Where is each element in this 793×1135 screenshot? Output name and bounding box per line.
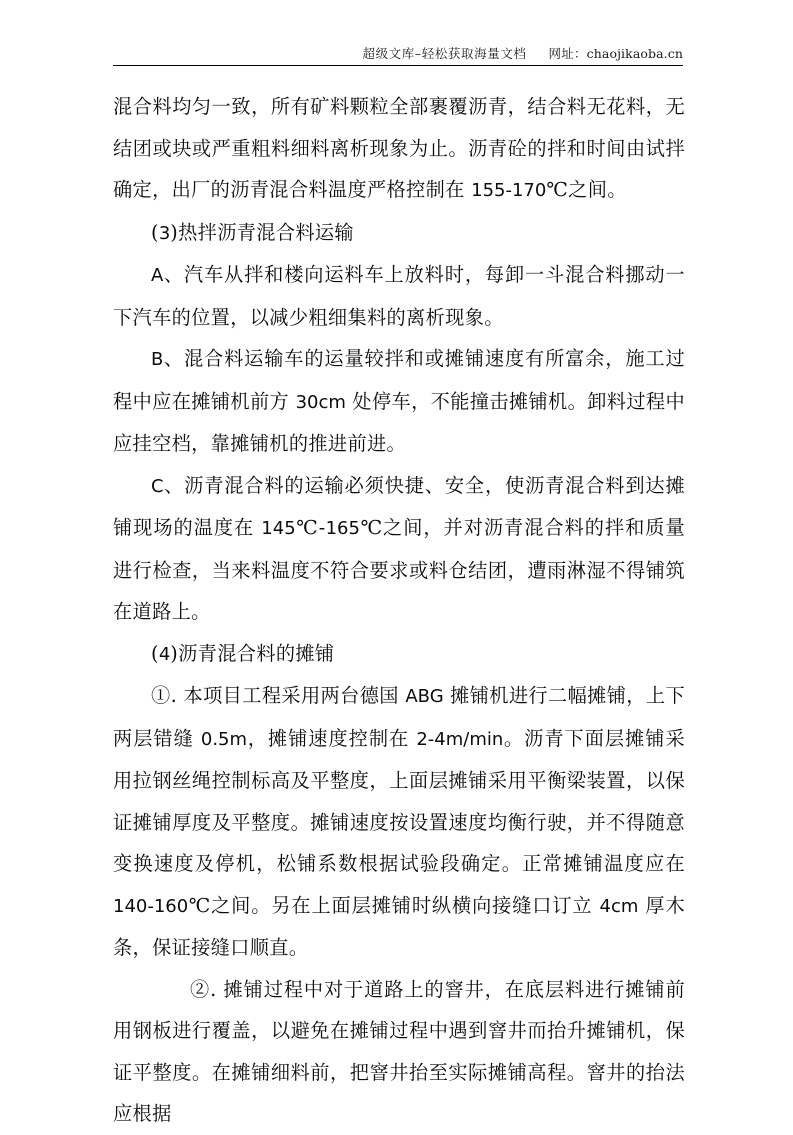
latin-run: 3 <box>158 222 171 244</box>
latin-run: 30cm <box>295 391 346 413</box>
header-url: chaojikaoba.cn <box>586 46 683 61</box>
paragraph: (4)沥青混合料的摊铺 <box>151 641 335 665</box>
latin-run: 140-160 <box>113 895 189 917</box>
latin-run: 145 <box>261 518 296 539</box>
latin-run: 165 <box>325 518 360 539</box>
latin-run: 155-170 <box>471 180 547 201</box>
header-url-label: 网址： <box>548 46 587 61</box>
paragraph: (3)热拌沥青混合料运输 <box>151 220 354 244</box>
paragraph: ②. 摊铺过程中对于道路上的窨井，在底层料进行摊铺前用钢板进行覆盖，以避免在摊铺过程中遇到窨井而抬升摊铺机，保证平整度。在摊铺细料前，把窨井抬至实际摊铺高程。窨井的抬法应根据 <box>113 977 685 1125</box>
paragraph: C、沥青混合料的运输必须快捷、安全，使沥青混合料到达摊铺现场的温度在 145℃-165℃之间，并对沥青混合料的拌和质量进行检查，当来料温度不符合要求或料仓结团，遭雨淋湿不得铺筑在道路上。 <box>113 473 685 623</box>
header-site-title: 超级文库–轻松获取海量文档 <box>362 46 527 61</box>
latin-run: ABG <box>405 686 444 707</box>
paragraph: B、混合料运输车的运量较拌和或摊铺速度有所富余，施工过程中应在摊铺机前方 30cm 处停车，不能撞击摊铺机。卸料过程中应挂空档，靠摊铺机的推进前进。 <box>113 347 685 455</box>
latin-run: A <box>151 265 164 286</box>
latin-run: 4 <box>158 643 171 665</box>
paragraph: 混合料均匀一致，所有矿料颗粒全部裹覆沥青，结合料无花料，无结团或块或严重粗料细料离析现象为止。沥青砼的拌和时间由试拌确定，出厂的沥青混合料温度严格控制在 155-170℃之间。 <box>113 95 685 201</box>
latin-run: 0.5m <box>200 728 248 750</box>
header-divider <box>113 65 683 66</box>
paragraph: ①. 本项目工程采用两台德国 ABG 摊铺机进行二幅摊铺，上下两层错缝 0.5m，摊铺速度控制在 2-4m/min。沥青下面层摊铺采用拉钢丝绳控制标高及平整度，上面层摊铺采用平衡梁装置，以保证摊铺厚度及平整度。摊铺速度按设置速度均衡行驶，并不得随意变换速度及停机，松铺系数根据试验段确定。正常摊铺温度应在 140-160℃之间。另在上面层摊铺时纵横向接缝口订立 4cm 厚木条，保证接缝口顺直。 <box>113 684 686 959</box>
latin-run: 2-4m/min <box>416 728 504 750</box>
header-text-line <box>113 46 683 62</box>
page-header <box>113 46 683 74</box>
latin-run: 4cm <box>599 895 639 917</box>
paragraph: A、汽车从拌和楼向运料车上放料时，每卸一斗混合料挪动一下汽车的位置，以减少粗细集料的离析现象。 <box>113 263 685 329</box>
document-body <box>113 86 685 1135</box>
latin-run: B <box>151 349 164 370</box>
latin-run: C <box>151 475 164 497</box>
